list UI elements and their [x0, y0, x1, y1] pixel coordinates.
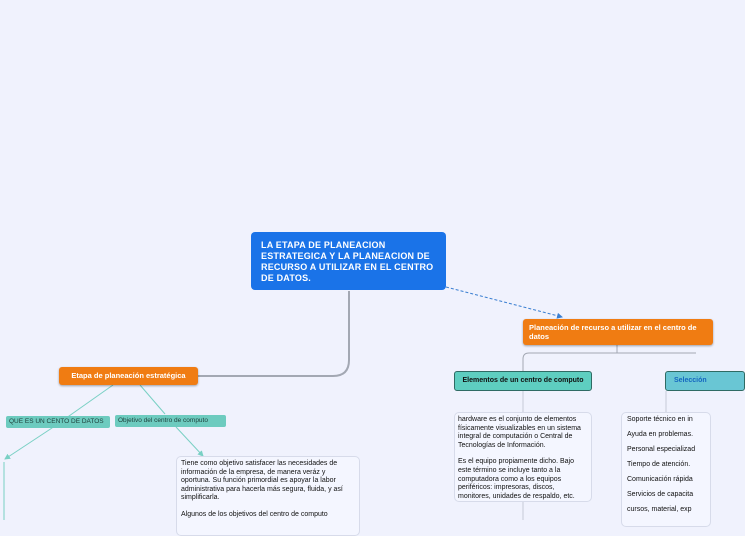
note-objetivo-para-2: Algunos de los objetivos del centro de computo — [181, 510, 328, 518]
connector-central-planeacion — [446, 287, 562, 317]
connector-planeacion-bracket — [523, 345, 696, 371]
central-topic-label: LA ETAPA DE PLANEACION ESTRATEGICA Y LA PLANEACION DE RECURSO A UTILIZAR EN EL CENTRO DE DATOS. — [261, 240, 434, 283]
note-seleccion-item: Personal especializad — [627, 445, 696, 453]
subtopic-objetivo[interactable] — [115, 415, 226, 427]
subtopic-que-es-label: QUE ES UN CENTO DE DATOS — [9, 418, 104, 425]
topic-etapa-planeacion[interactable] — [59, 367, 198, 385]
topic-planeacion-label: Planeación de recurso a utilizar en el centro de datos — [529, 323, 697, 341]
note-seleccion-item: Ayuda en problemas. — [627, 430, 694, 438]
connector-objetivo-arrow — [176, 427, 203, 456]
note-seleccion-item: Soporte técnico en in — [627, 416, 693, 423]
connector-etapa-objetivo — [140, 385, 165, 414]
note-seleccion[interactable] — [621, 412, 711, 527]
subtopic-seleccion-label: Selección — [674, 377, 707, 384]
central-topic[interactable] — [251, 232, 446, 290]
subtopic-seleccion[interactable] — [665, 371, 745, 391]
connector-que-arrow — [5, 428, 52, 459]
note-objetivo-para-1: Tiene como objetivo satisfacer las necesidades de información de la empresa, de manera veráz y oportuna. Su función primordial es apoyar la labor administrativa para hacerla más segura, fluida, y así simplificarla. — [181, 460, 343, 502]
note-hardware-para-1: hardware es el conjunto de elementos físicamente visualizables en un sistema integral de computación o Central de Tecnologías de Información. — [458, 416, 581, 449]
note-hardware[interactable] — [454, 412, 592, 502]
connector-central-etapa — [198, 291, 349, 376]
subtopic-que-es[interactable] — [6, 416, 110, 428]
note-seleccion-item: Comunicación rápida — [627, 475, 693, 483]
topic-planeacion-recurso[interactable] — [523, 319, 713, 345]
subtopic-elementos-label: Elementos de un centro de computo — [462, 377, 584, 384]
subtopic-objetivo-label: Objetivo del centro de computo — [118, 417, 208, 424]
note-seleccion-item: Tiempo de atención. — [627, 460, 691, 468]
note-seleccion-item: cursos, material, exp — [627, 505, 692, 513]
note-seleccion-item: Servicios de capacita — [627, 490, 694, 498]
note-objetivo[interactable] — [176, 456, 360, 536]
subtopic-elementos[interactable] — [454, 371, 592, 391]
note-hardware-para-2: Es el equipo propiamente dicho. Bajo este término se incluye tanto a la computadora como a los equipos periféricos: impresoras, discos, monitores, unidades de respaldo, etc. — [458, 458, 575, 500]
topic-etapa-label: Etapa de planeación estratégica — [71, 371, 186, 380]
